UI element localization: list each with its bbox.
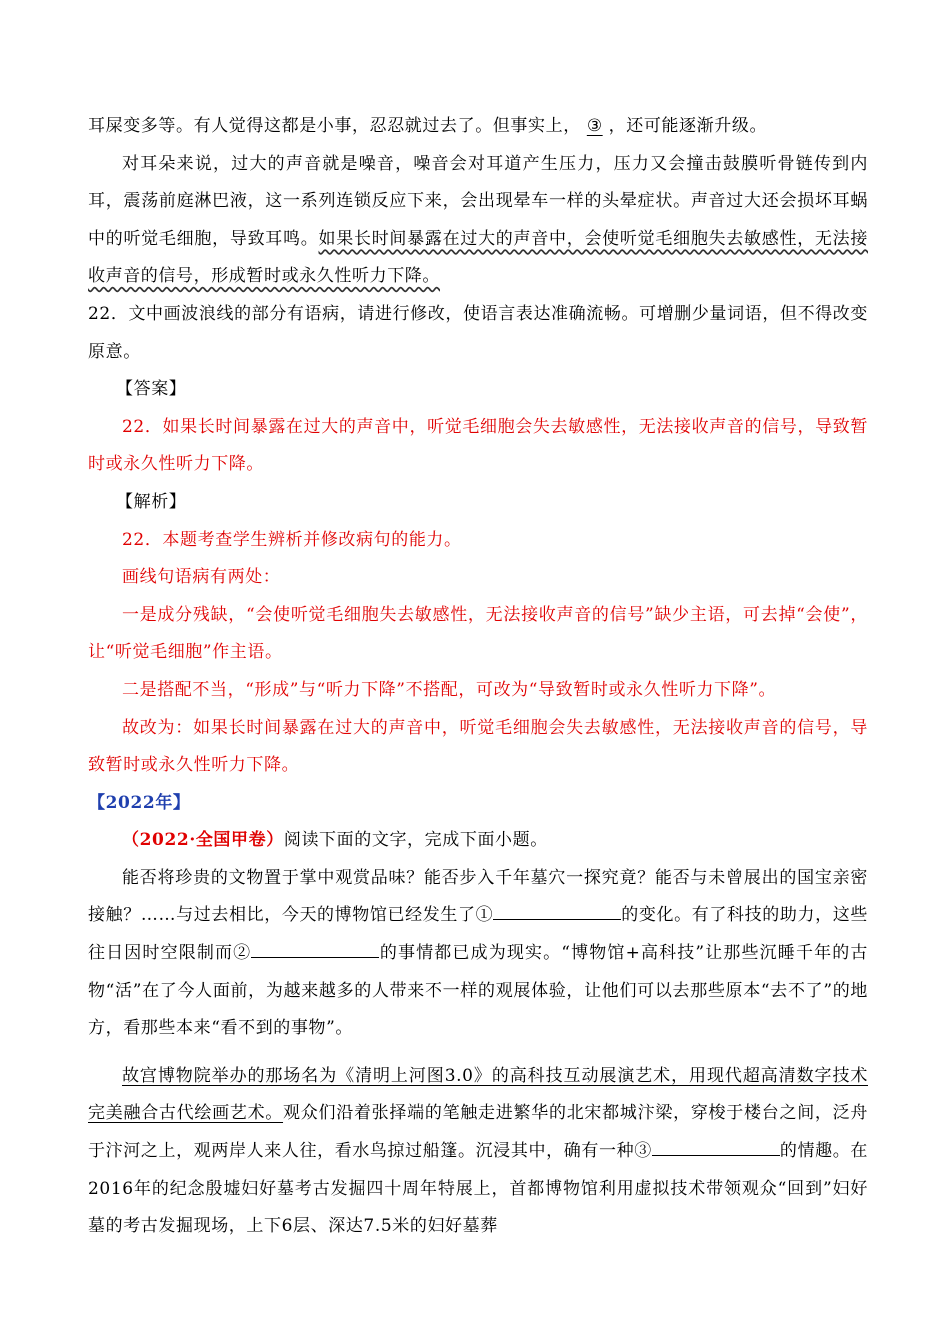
text: 的情趣。在2016年的纪念殷墟妇好墓考古发掘四十周年特展上，首都博物馆利用虚拟技术带领观众“回到”妇好墓的考古发掘现场，上下6层、深达7.5米的妇好墓葬 bbox=[88, 1141, 868, 1237]
passage-paragraph-1 bbox=[88, 108, 868, 146]
analysis-line-5: 故改为：如果长时间暴露在过大的声音中，听觉毛细胞会失去敏感性，无法接收声音的信号，导致暂时或永久性听力下降。 bbox=[88, 717, 868, 776]
passage-paragraph-4 bbox=[88, 1058, 868, 1246]
question-22: 22．文中画波浪线的部分有语病，请进行修改，使语言表达准确流畅。可增删少量词语，但不得改变原意。 bbox=[88, 303, 868, 362]
text: 耳屎变多等。有人觉得这都是小事，忍忍就过去了。但事实上， bbox=[88, 116, 581, 136]
blank-3: ③ bbox=[586, 116, 603, 136]
year-heading: 【2022年】 bbox=[88, 792, 191, 813]
source-instruction: 阅读下面的文字，完成下面小题。 bbox=[283, 830, 548, 851]
analysis-line-1: 22．本题考查学生辨析并修改病句的能力。 bbox=[122, 529, 462, 550]
analysis-line-4: 二是搭配不当，“形成”与“听力下降”不搭配，可改为“导致暂时或永久性听力下降”。 bbox=[122, 679, 777, 700]
analysis-line-3: 一是成分残缺，“会使听觉毛细胞失去敏感性，无法接收声音的信号”缺少主语，可去掉“会使”，让“听觉毛细胞”作主语。 bbox=[88, 604, 868, 663]
underlined-sentence: 故宫博物院举办的那场名为《清明上河图3.0》的高科技互动展演艺术，用现代超高清数字技术完美融合古代绘画艺术。 bbox=[88, 1065, 868, 1124]
text: 观众们沿着张择端的笔触走进繁华的北宋都城汴梁，穿梭于楼台之间，泛舟于汴河之上，观两岸人来人往，看水鸟掠过船篷。沉浸其中，确有一种 bbox=[88, 1103, 868, 1162]
text: 的事情都已成为现实。“博物馆+高科技”让那些沉睡千年的古物“活”在了今人面前，为越来越多的人带来不一样的观展体验，让他们可以去那些原本“去不了”的地方，看那些本来“看不到的事物”。 bbox=[88, 943, 868, 1039]
document-body bbox=[88, 108, 868, 1246]
analysis-tag: 【解析】 bbox=[116, 491, 187, 512]
blank-marker-2: ② bbox=[233, 943, 252, 964]
analysis-line-2: 画线句语病有两处： bbox=[122, 567, 281, 588]
wavy-underlined-sentence: 如果长时间暴露在过大的声音中，会使听觉毛细胞失去敏感性，无法接收声音的信号，形成暂时或永久性听力下降。 bbox=[88, 228, 868, 287]
blank-1 bbox=[493, 897, 621, 920]
blank-3-line bbox=[652, 1133, 780, 1156]
blank-marker-3: ③ bbox=[634, 1141, 652, 1162]
text: ，还可能逐渐升级。 bbox=[608, 116, 768, 136]
passage-paragraph-3 bbox=[88, 860, 868, 1048]
answer-tag: 【答案】 bbox=[116, 379, 187, 400]
source-line bbox=[88, 822, 868, 860]
text: 能否将珍贵的文物置于掌中观赏品味？能否步入千年墓穴一探究竟？能否与未曾展出的国宝亲密接触？……与过去相比，今天的博物馆已经发生了 bbox=[88, 867, 868, 926]
text: 对耳朵来说，过大的声音就是噪音，噪音会对耳道产生压力，压力又会撞击鼓膜听骨链传到内耳，震荡前庭淋巴液，这一系列连锁反应下来，会出现晕车一样的头晕症状。声音过大还会损坏耳蜗中的听觉毛细胞，导致耳鸣。 bbox=[88, 153, 868, 249]
blank-2 bbox=[251, 935, 379, 958]
text: 的变化。有了科技的助力，这些往日因时空限制而 bbox=[88, 905, 868, 964]
blank-marker-1: ① bbox=[475, 905, 494, 926]
answer-text: 22．如果长时间暴露在过大的声音中，听觉毛细胞会失去敏感性，无法接收声音的信号，导致暂时或永久性听力下降。 bbox=[88, 416, 868, 475]
passage-paragraph-2 bbox=[88, 146, 868, 296]
source-label: （2022·全国甲卷） bbox=[122, 830, 284, 851]
